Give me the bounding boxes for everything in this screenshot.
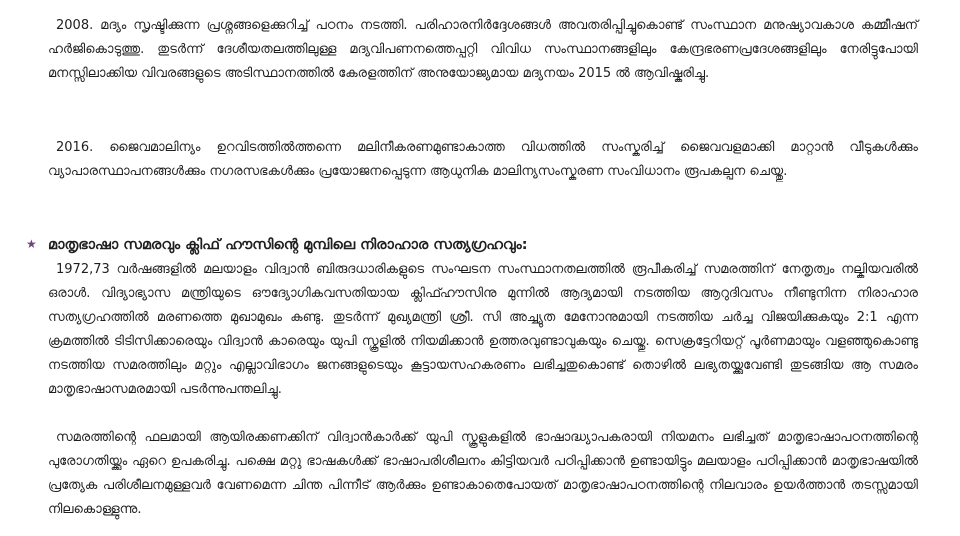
paragraph-agitation-outcome: സമരത്തിന്റെ ഫലമായി ആയിരക്കണക്കിന് വിദ്വാൻകാർക്ക് യുപി സ്കൂളുകളിൽ ഭാഷാദ്ധ്യാപകരായി നിയമനം ലഭിച്ചത് മാതൃഭാഷാപഠനത്തിന്റെ പുരോഗതിയ്ക്കും ഏറെ ഉപകരിച്ചു. പക്ഷെ മറ്റു ഭാഷകൾക്ക് ഭാഷാപരിശീലനം കിട്ടിയവർ പഠിപ്പിക്കാൻ ഉണ്ടായിട്ടും മലയാളം പഠിപ്പിക്കാൻ മാതൃഭാഷയിൽ പ്രത്യേക പരിശീലനമുള്ളവർ വേണമെന്ന ചിന്ത പിന്നീട് ആർക്കും ഉണ്ടാകാതെപോയത് മാതൃഭാഷാപഠനത്തിന്റെ നിലവാരം ഉയർത്താൻ തടസ്സമായി നിലകൊള്ളുന്നു. <box>48 430 918 517</box>
paragraph-mother-tongue-agitation: 1972,73 വർഷങ്ങളിൽ മലയാളം വിദ്വാൻ ബിരുദധാരികളുടെ സംഘടന സംസ്ഥാനതലത്തിൽ രൂപീകരിച്ച് സമരത്തിന് നേതൃത്വം നല്കിയവരിൽ ഒരാൾ. വിദ്യാഭ്യാസ മന്ത്രിയുടെ ഔദ്യോഗികവസതിയായ ക്ലിഫ്ഹൗസിനു മുന്നിൽ ആദ്യമായി നടത്തിയ ആറുദിവസം നീണ്ടുനിന്ന നിരാഹാര സത്യഗ്രഹത്തിൽ മരണത്തെ മുഖാമുഖം കണ്ടു. തുടർന്ന് മുഖ്യമന്ത്രി ശ്രീ. സി അച്ച്യുത മേനോനുമായി നടത്തിയ ചർച്ച വിജയിക്കുകയും 2:1 എന്ന ക്രമത്തിൽ ടിടിസിക്കാരെയും വിദ്വാൻ കാരെയും യുപി സ്കൂളിൽ നിയമിക്കാൻ ഉത്തരവുണ്ടാവുകയും ചെയ്തു. സെക്രട്ടേറിയറ്റ് പൂർണമായും വളഞ്ഞുകൊണ്ടു നടത്തിയ സമരത്തിലും മറ്റും എല്ലാവിഭാഗം ജനങ്ങളുടെയും കൂട്ടായസഹകരണം ലഭിച്ചതുകൊണ്ട് തൊഴിൽ ലഭ്യതയ്ക്കുവേണ്ടി തുടങ്ങിയ ആ സമരം മാതൃഭാഷാസമരമായി പടർന്നുപന്തലിച്ചു. <box>48 262 918 397</box>
star-icon: ★ <box>26 237 37 251</box>
section-heading <box>26 232 926 257</box>
section-heading-text: മാതൃഭാഷാ സമരവും ക്ലിഫ് ഹൗസിന്റെ മുമ്പിലെ നിരാഹാര സത്യഗ്രഹവും: <box>48 237 528 253</box>
paragraph-2008-liquor-policy: 2008. മദ്യം സൃഷ്ടിക്കുന്ന പ്രശ്നങ്ങളെക്കുറിച്ച് പഠനം നടത്തി. പരിഹാരനിർദ്ദേശങ്ങൾ അവതരിപ്പിച്ചുകൊണ്ട് സംസ്ഥാന മനുഷ്യാവകാശ കമ്മീഷന് ഹർജികൊടുത്തു. തുടർന്ന് ദേശീയതലത്തിലുള്ള മദ്യവിപണനത്തെപ്പറ്റി വിവിധ സംസ്ഥാനങ്ങളിലും കേന്ദ്രഭരണപ്രദേശങ്ങളിലും നേരിട്ടുപോയി മനസ്സിലാക്കിയ വിവരങ്ങളുടെ അടിസ്ഥാനത്തിൽ കേരളത്തിന് അനുയോജ്യമായ മദ്യനയം 2015 ൽ ആവിഷ്കരിച്ചു. <box>48 18 918 81</box>
paragraph-2016-waste-management: 2016. ജൈവമാലിന്യം ഉറവിടത്തിൽത്തന്നെ മലിനീകരണമുണ്ടാകാത്ത വിധത്തിൽ സംസ്കരിച്ച് ജൈവവളമാക്കി മാറ്റാൻ വീടുകൾക്കും വ്യാപാരസ്ഥാപനങ്ങൾക്കും നഗരസഭകൾക്കും പ്രയോജനപ്പെടുന്ന ആധുനിക മാലിന്യസംസ്കരണ സംവിധാനം രൂപകല്പന ചെയ്തു. <box>48 140 918 179</box>
